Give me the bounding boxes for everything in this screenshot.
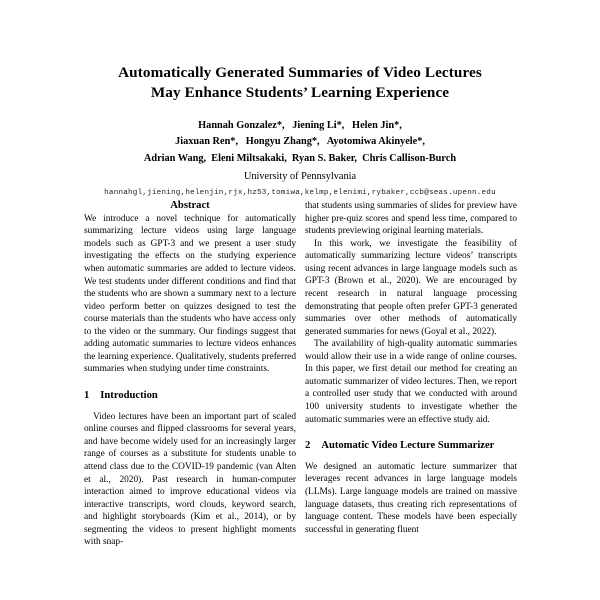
abstract-text: We introduce a novel technique for automatically summarizing lecture videos using large language models such as GPT-3 and we present a user study investigating the effects on the studying experience when automatic summaries are added to lecture videos. We test students under different conditions and find that the students who are shown a summary next to a lecture video perform better on quizzes designed to test the course materials than the students who have access only to the video or the summary. Our findings suggest that adding automatic summaries to lecture videos enhances the learning experience. Qualitatively, students preferred summaries when studying under time constraints. xyxy=(84,213,296,375)
title-line-1: Automatically Generated Summaries of Video Lectures xyxy=(118,64,482,81)
abstract-heading: Abstract xyxy=(170,200,210,211)
summarizer-paragraph: We designed an automatic lecture summarizer that leverages recent advances in large language models (LLMs). Large language models are trained on massive language datasets, thus creating rich representations of language content. These models have been especially successful in generating fluent xyxy=(305,461,517,535)
author-list xyxy=(60,118,540,168)
intro-paragraph-three: The availability of high-quality automatic summaries would allow their use in a wide range of online courses. In this paper, we first detail our method for creating an automatic summarizer of video lectures. Then, we report a controlled user study that we conducted with around 100 university students to investigate whether the automatic summaries were an effective study aid. xyxy=(305,339,517,425)
introduction-section-number: 1 xyxy=(84,390,90,402)
author-line-3: Adrian Wang, Eleni Miltsakaki, Ryan S. Baker, Chris Callison-Burch xyxy=(143,153,457,165)
summarizer-section-number: 2 xyxy=(305,440,311,452)
introduction-section-title: Introduction xyxy=(100,390,158,402)
left-column xyxy=(84,200,296,600)
author-emails: hannahgl,jiening,helenjin,rjx,hz53,tomiwa,kelmp,elenimi,rybaker,ccb@seas.upenn.edu xyxy=(104,189,496,198)
author-line-2: Jiaxuan Ren*, Hongyu Zhang*, Ayotomiwa Akinyele*, xyxy=(175,136,425,148)
continued-paragraph: that students using summaries of slides for preview have higher pre-quiz scores and spend less time, compared to students previewing original learning materials. xyxy=(305,201,517,237)
introduction-heading xyxy=(84,390,296,403)
page-title xyxy=(60,63,540,104)
author-line-1: Hannah Gonzalez*, Jiening Li*, Helen Jin*, xyxy=(198,119,402,131)
right-column xyxy=(305,200,517,600)
introduction-paragraph: Video lectures have been an important part of scaled online courses and flipped classrooms for several years, and have become widely used for an increasingly larger range of courses as a substitute for students unable to attend class due to the COVID-19 pandemic (van Alten et al., 2020). Past research in human-computer interaction aimed to improve educational videos via interactive transcripts, word clouds, keyword search, and highlight storyboards (Kim et al., 2014), or by segmenting the videos to present highlight moments with snap- xyxy=(84,411,296,548)
intro-paragraph-two: In this work, we investigate the feasibility of automatically summarizing lecture videos’ transcripts using recent advances in large language models such as GPT-3 (Brown et al., 2020). We are encouraged by recent research in natural language processing demonstrating that people often prefer GPT-3 generated summaries over other methods of automatically generated summaries for news (Goyal et al., 2022). xyxy=(305,238,517,337)
title-line-2: May Enhance Students’ Learning Experience xyxy=(150,84,450,102)
summarizer-section-heading xyxy=(305,440,517,453)
affiliation: University of Pennsylvania xyxy=(243,170,357,182)
summarizer-section-title: Automatic Video Lecture Summarizer xyxy=(321,440,495,452)
title-block xyxy=(0,0,600,199)
body-columns xyxy=(0,200,600,600)
